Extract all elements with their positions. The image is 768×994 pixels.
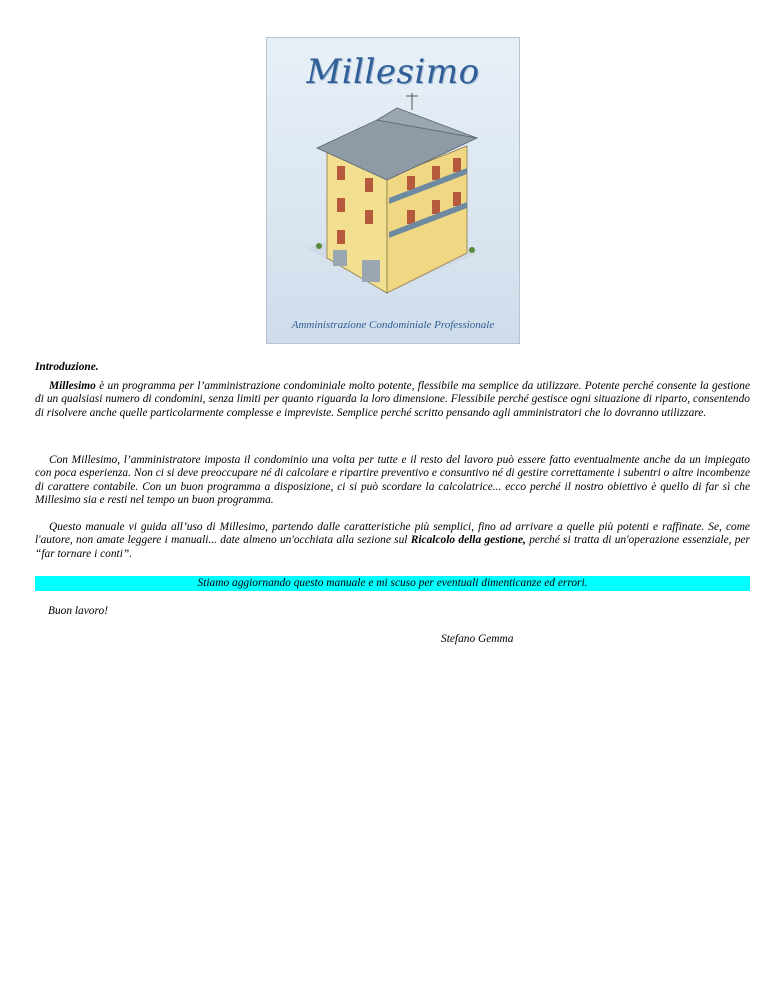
closing-line: Buon lavoro! bbox=[48, 605, 109, 617]
product-name: Millesimo bbox=[49, 380, 96, 392]
section-reference: Ricalcolo della gestione, bbox=[410, 534, 526, 547]
author-signature: Stefano Gemma bbox=[441, 633, 514, 645]
section-heading: Introduzione. bbox=[35, 361, 99, 373]
paragraph-3 bbox=[35, 521, 750, 561]
paragraph-2 bbox=[35, 454, 750, 508]
paragraph-1 bbox=[35, 380, 750, 420]
update-notice: Stiamo aggiornando questo manuale e mi scuso per eventuali dimenticanze ed errori. bbox=[35, 576, 750, 591]
paragraph-2-text: Con Millesimo, l’amministratore imposta il condominio una volta per tutte e il resto del lavoro può essere fatto eventualmente anche da un impiegato con poca esperienza. Non ci si deve preoccupare né di calcolare e ripartire preventivo e consuntivo né di gestire correttamente i subentri o altre incombenze di carattere contabile. Con un buon programma a disposizione, ci si può scordare la calcolatrice... ecco perché il nostro obiettivo è quello di far sì che Millesimo sia e resti nel tempo un buon programma. bbox=[35, 454, 750, 507]
cover-title: Millesimo bbox=[306, 52, 480, 92]
cover-image bbox=[266, 37, 520, 344]
paragraph-3-text: Questo manuale vi guida all’uso di Millesimo, partendo dalle caratteristiche più semplici, fino ad arrivare a quelle più potenti e raffinate. Se, come l'autore, non amate leggere i manuali... date almeno un'occhiata alla sezione sul bbox=[35, 521, 750, 547]
paragraph-3-end: perché si tratta di un'operazione essenziale, per “far tornare i conti”. bbox=[35, 534, 750, 560]
cover-subtitle: Amministrazione Condominiale Professionale bbox=[291, 319, 495, 331]
paragraph-1-text: è un programma per l’amministrazione condominiale molto potente, flessibile ma semplice da utilizzare. Potente perché consente la gestione di un qualsiasi numero di condomini, senza limiti per quanto riguarda la loro dimensione. Flessibile perché gestisce ogni situazione di riparto, consentendo di risolvere anche quelle particolarmente complesse e impreviste. Semplice perché scritto pensando agli amministratori che lo dovranno utilizzare. bbox=[35, 380, 750, 419]
